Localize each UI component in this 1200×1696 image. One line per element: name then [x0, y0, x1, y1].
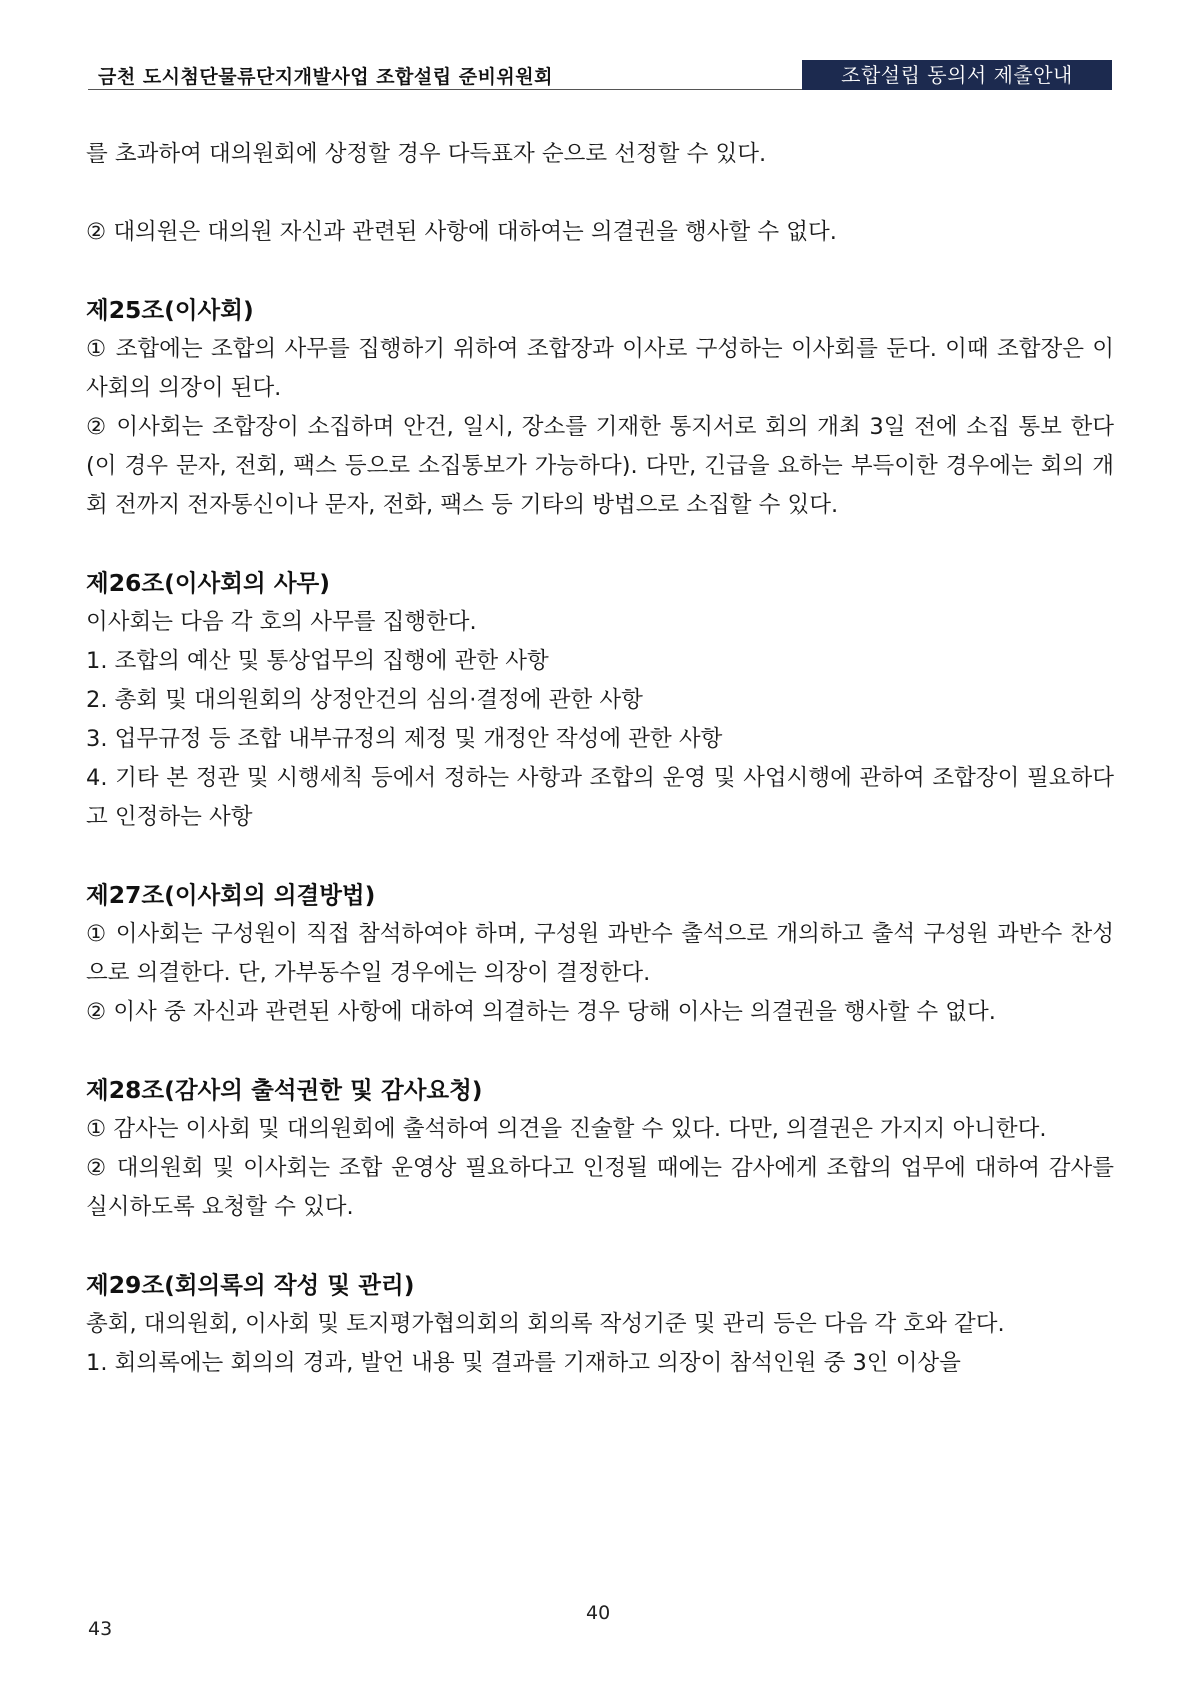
paragraph: 총회, 대의원회, 이사회 및 토지평가협의회의 회의록 작성기준 및 관리 등은 다음 각 호와 같다. [86, 1311, 1005, 1337]
article-title: 제28조(감사의 출석권한 및 감사요청) [86, 1076, 483, 1104]
paragraph: ② 대의원회 및 이사회는 조합 운영상 필요하다고 인정될 때에는 감사에게 조합의 업무에 대하여 감사를 실시하도록 요청할 수 있다. [86, 1155, 1114, 1220]
article-26 [86, 564, 1114, 837]
page-number: 40 [586, 1602, 611, 1624]
document-body [86, 135, 1114, 1383]
paragraph-spacer [86, 837, 1114, 876]
article-title: 제29조(회의록의 작성 및 관리) [86, 1271, 415, 1299]
article-25 [86, 291, 1114, 525]
paragraph: ① 감사는 이사회 및 대의원회에 출석하여 의견을 진술할 수 있다. 다만, 의결권은 가지지 아니한다. [86, 1116, 1047, 1142]
paragraph-spacer [86, 252, 1114, 291]
paragraph-spacer [86, 174, 1114, 213]
sheet-number: 43 [88, 1618, 113, 1640]
article-28 [86, 1071, 1114, 1227]
article-27 [86, 876, 1114, 1032]
list-item: 1. 조합의 예산 및 통상업무의 집행에 관한 사항 [86, 648, 549, 674]
paragraph: ① 조합에는 조합의 사무를 집행하기 위하여 조합장과 이사로 구성하는 이사회를 둔다. 이때 조합장은 이사회의 의장이 된다. [86, 336, 1114, 401]
article-title: 제27조(이사회의 의결방법) [86, 881, 376, 909]
header-section-badge: 조합설립 동의서 제출안내 [802, 60, 1112, 90]
paragraph: ① 이사회는 구성원이 직접 참석하여야 하며, 구성원 과반수 출석으로 개의하고 출석 구성원 과반수 찬성으로 의결한다. 단, 가부동수일 경우에는 의장이 결정한다. [86, 921, 1114, 986]
article-title: 제26조(이사회의 사무) [86, 569, 330, 597]
article-29 [86, 1266, 1114, 1383]
paragraph: ② 대의원은 대의원 자신과 관련된 사항에 대하여는 의결권을 행사할 수 없다. [86, 219, 837, 245]
list-item: 3. 업무규정 등 조합 내부규정의 제정 및 개정안 작성에 관한 사항 [86, 726, 723, 752]
paragraph: ② 이사회는 조합장이 소집하며 안건, 일시, 장소를 기재한 통지서로 회의 개최 3일 전에 소집 통보 한다(이 경우 문자, 전회, 팩스 등으로 소집통보가 가능하다). 다만, 긴급을 요하는 부득이한 경우에는 회의 개회 전까지 전자통신이나 문자, 전화, 팩스 등 기타의 방법으로 소집할 수 있다. [86, 414, 1114, 518]
header-divider [88, 89, 802, 90]
list-item: 2. 총회 및 대의원회의 상정안건의 심의·결정에 관한 사항 [86, 687, 643, 713]
document-header-title: 금천 도시첨단물류단지개발사업 조합설립 준비위원회 [98, 66, 553, 88]
paragraph: ② 이사 중 자신과 관련된 사항에 대하여 의결하는 경우 당해 이사는 의결권을 행사할 수 없다. [86, 999, 996, 1025]
paragraph: 이사회는 다음 각 호의 사무를 집행한다. [86, 609, 477, 635]
paragraph-spacer [86, 1227, 1114, 1266]
paragraph: 를 초과하여 대의원회에 상정할 경우 다득표자 순으로 선정할 수 있다. [86, 141, 767, 167]
paragraph-spacer [86, 1032, 1114, 1071]
list-item: 1. 회의록에는 회의의 경과, 발언 내용 및 결과를 기재하고 의장이 참석인원 중 3인 이상을 [86, 1350, 961, 1376]
article-title: 제25조(이사회) [86, 296, 254, 324]
paragraph-spacer [86, 525, 1114, 564]
list-item: 4. 기타 본 정관 및 시행세칙 등에서 정하는 사항과 조합의 운영 및 사업시행에 관하여 조합장이 필요하다고 인정하는 사항 [86, 765, 1114, 830]
